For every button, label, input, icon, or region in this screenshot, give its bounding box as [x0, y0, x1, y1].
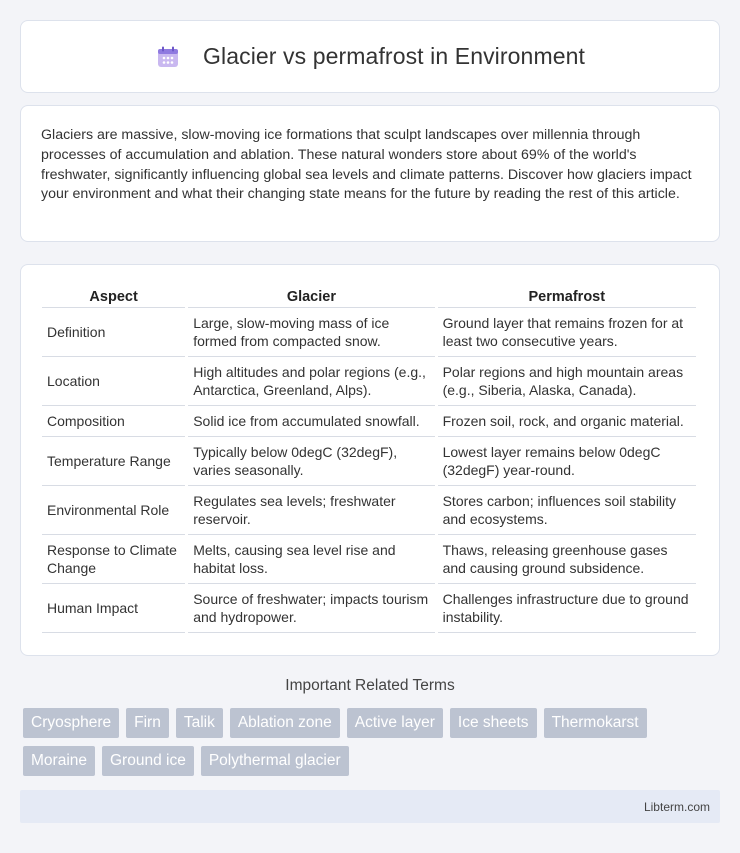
related-term-tag[interactable]: Firn — [126, 708, 169, 738]
related-term-tag[interactable]: Moraine — [23, 746, 95, 776]
header-permafrost: Permafrost — [438, 287, 696, 308]
table-row — [42, 437, 696, 486]
table-row — [42, 406, 696, 437]
related-term-tag[interactable]: Polythermal glacier — [201, 746, 349, 776]
related-term-tag[interactable]: Cryosphere — [23, 708, 119, 738]
table-row — [42, 584, 696, 633]
table-row — [42, 535, 696, 584]
calendar-icon — [155, 44, 181, 70]
cell-aspect: Environmental Role — [42, 486, 185, 535]
cell-permafrost: Thaws, releasing greenhouse gases and causing ground subsidence. — [438, 535, 696, 584]
related-terms-list — [23, 708, 703, 776]
related-term-tag[interactable]: Ablation zone — [230, 708, 340, 738]
cell-glacier: Melts, causing sea level rise and habitat loss. — [188, 535, 434, 584]
cell-aspect: Composition — [42, 406, 185, 437]
cell-permafrost: Lowest layer remains below 0degC (32degF) year-round. — [438, 437, 696, 486]
cell-aspect: Definition — [42, 308, 185, 357]
page-title: Glacier vs permafrost in Environment — [203, 43, 585, 69]
related-term-tag[interactable]: Thermokarst — [544, 708, 647, 738]
cell-aspect: Location — [42, 357, 185, 406]
intro-text: Glaciers are massive, slow-moving ice formations that sculpt landscapes over millennia through processes of accumulation and ablation. These natural wonders store about 69% of the world's freshwater, significantly influencing global sea levels and climate patterns. Discover how glaciers impact your environment and what their changing state means for the future by reading the rest of this article. — [41, 127, 692, 203]
header-aspect: Aspect — [42, 287, 185, 308]
intro-card — [20, 105, 720, 242]
cell-glacier: Regulates sea levels; freshwater reservoir. — [188, 486, 434, 535]
cell-permafrost: Ground layer that remains frozen for at least two consecutive years. — [438, 308, 696, 357]
title-card — [20, 20, 720, 93]
cell-permafrost: Polar regions and high mountain areas (e.g., Siberia, Alaska, Canada). — [438, 357, 696, 406]
related-term-tag[interactable]: Talik — [176, 708, 223, 738]
related-term-tag[interactable]: Active layer — [347, 708, 443, 738]
cell-permafrost: Challenges infrastructure due to ground instability. — [438, 584, 696, 633]
cell-aspect: Response to Climate Change — [42, 535, 185, 584]
cell-glacier: Source of freshwater; impacts tourism and hydropower. — [188, 584, 434, 633]
footer — [20, 790, 720, 823]
cell-glacier: Solid ice from accumulated snowfall. — [188, 406, 434, 437]
related-term-tag[interactable]: Ground ice — [102, 746, 194, 776]
footer-site-link[interactable]: Libterm.com — [643, 799, 710, 814]
cell-aspect: Temperature Range — [42, 437, 185, 486]
cell-glacier: High altitudes and polar regions (e.g., Antarctica, Greenland, Alps). — [188, 357, 434, 406]
cell-glacier: Typically below 0degC (32degF), varies seasonally. — [188, 437, 434, 486]
cell-aspect: Human Impact — [42, 584, 185, 633]
table-row — [42, 308, 696, 357]
table-row — [42, 486, 696, 535]
related-terms-title: Important Related Terms — [285, 677, 455, 694]
cell-glacier: Large, slow-moving mass of ice formed from compacted snow. — [188, 308, 434, 357]
header-glacier: Glacier — [188, 287, 434, 308]
related-term-tag[interactable]: Ice sheets — [450, 708, 537, 738]
cell-permafrost: Stores carbon; influences soil stability and ecosystems. — [438, 486, 696, 535]
table-row — [42, 357, 696, 406]
table-header-row — [42, 287, 696, 308]
cell-permafrost: Frozen soil, rock, and organic material. — [438, 406, 696, 437]
comparison-card — [20, 264, 720, 656]
comparison-table — [39, 287, 699, 633]
